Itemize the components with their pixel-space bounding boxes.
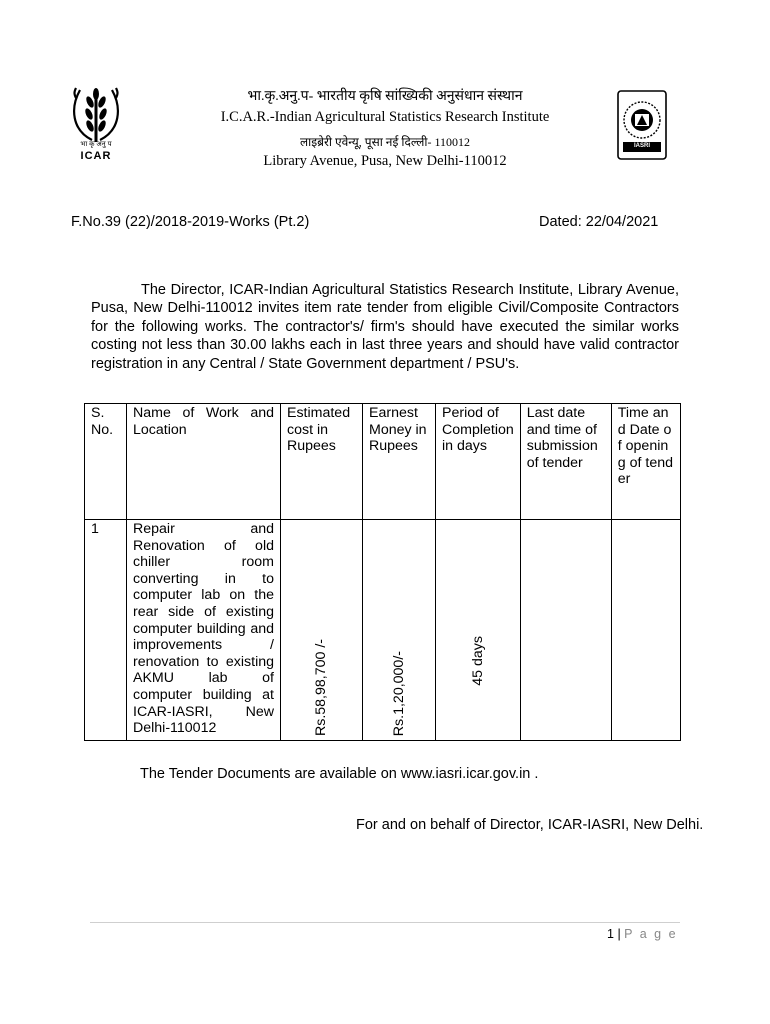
header-cost: Estimated cost in Rupees [281, 404, 363, 520]
iasri-logo [617, 90, 667, 160]
date: Dated: 22/04/2021 [539, 214, 659, 230]
row-cost [281, 520, 363, 741]
logo-hindi-text: भा कृ अनु प [80, 141, 112, 148]
header-emd: Earnest Money in Rupees [363, 404, 436, 520]
institute-hindi-title: भा.कृ.अनु.प- भारतीय कृषि सांख्यिकी अनुसंधान संस्थान [247, 89, 523, 104]
institute-hindi-address: लाइब्रेरी एवेन्यू, पूसा नई दिल्ली- 110012 [299, 135, 471, 149]
header-name: Name of Work and Location [127, 404, 281, 520]
page-label: P a g e [624, 927, 678, 941]
row-sno: 1 [85, 520, 127, 741]
row-opening [611, 520, 680, 741]
table-header-row [85, 404, 681, 520]
earnest-money-value: Rs.1,20,000/- [390, 650, 407, 736]
iasri-logo-text: IASRI [633, 143, 650, 149]
signature-line: For and on behalf of Director, ICAR-IASRI, New Delhi. [356, 817, 704, 833]
tender-notice-paragraph [91, 281, 679, 373]
footer-rule [90, 922, 680, 923]
header-last-date: Last date and time of submission of tender [520, 404, 611, 520]
logo-icar-text: ICAR [80, 150, 112, 162]
row-period [436, 520, 521, 741]
tender-notice-text: The Director, ICAR-Indian Agricultural Statistics Research Institute, Library Avenue, Pusa, New Delhi-110012 invites item rate tender from eligible Civil/Composite Contractors for the following works. The contractor's/ firm's should have executed the similar works costing not less than 30.00 lakhs each in last three years and should have valid contractor registration in any Central / State Government department / PSU's. [91, 282, 679, 372]
documents-note: The Tender Documents are available on www.iasri.icar.gov.in . [140, 766, 539, 782]
page-number: 1 [607, 927, 614, 941]
period-value: 45 days [469, 636, 486, 686]
row-last-date [520, 520, 611, 741]
page-footer [607, 927, 678, 941]
row-name: Repair and Renovation of old chiller room converting in to computer lab on the rear side of existing computer building and improvements / renovation to existing AKMU lab of computer building at ICAR-IASRI, New Delhi-110012 [127, 520, 281, 741]
institute-english-address: Library Avenue, Pusa, New Delhi-110012 [263, 153, 507, 169]
iasri-emblem-icon [617, 90, 667, 160]
header-opening: Time and Date of opening of tender [611, 404, 680, 520]
tender-table [84, 403, 681, 741]
page-separator: | [617, 927, 621, 941]
file-number: F.No.39 (22)/2018-2019-Works (Pt.2) [71, 214, 310, 230]
institute-english-title: I.C.A.R.-Indian Agricultural Statistics Research Institute [220, 109, 550, 125]
header-sno: S. No. [85, 404, 127, 520]
header-period: Period of Completion in days [436, 404, 521, 520]
row-emd [363, 520, 436, 741]
estimated-cost-value: Rs.58,98,700 /- [313, 638, 330, 736]
table-row [85, 520, 681, 741]
